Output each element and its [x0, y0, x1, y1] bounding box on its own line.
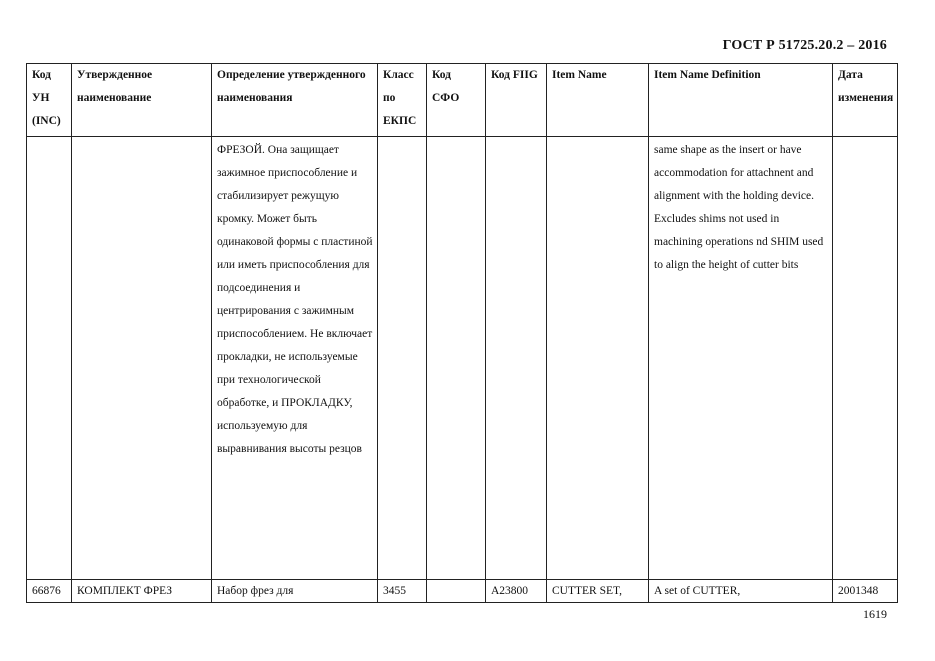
table-header-row	[27, 64, 898, 137]
cell-approved-name	[72, 137, 212, 580]
table-row-continuation	[27, 137, 898, 580]
cell-change-date: 2001348	[833, 580, 898, 603]
cell-item-name-definition: same shape as the insert or have accommodation for attachnent and alignment with the holding device. Excludes shims not used in machining operations nd SHIM used to align the height of cutter bits	[649, 137, 833, 580]
cell-item-name: CUTTER SET,	[547, 580, 649, 603]
header-item-name: Item Name	[547, 64, 649, 137]
cell-inc	[27, 137, 72, 580]
cell-approved-name: КОМПЛЕКТ ФРЕЗ	[72, 580, 212, 603]
cell-change-date	[833, 137, 898, 580]
nomenclature-table	[26, 63, 898, 603]
header-definition: Определение утвержденного наименования	[212, 64, 378, 137]
cell-fiig-code	[486, 137, 547, 580]
header-fiig-code: Код FIIG	[486, 64, 547, 137]
header-item-name-definition: Item Name Definition	[649, 64, 833, 137]
cell-ekps-class	[378, 137, 427, 580]
cell-sfo-code	[427, 580, 486, 603]
cell-definition: ФРЕЗОЙ. Она защищает зажимное приспособление и стабилизирует режущую кромку. Может быть одинаковой формы с пластиной или иметь приспособления для подсоединения и центрирования с зажимным приспособлением. Не включает прокладки, не используемые при технологической обработке, и ПРОКЛАДКУ, используемую для выравнивания высоты резцов	[212, 137, 378, 580]
cell-ekps-class: 3455	[378, 580, 427, 603]
cell-fiig-code: A23800	[486, 580, 547, 603]
cell-item-name-definition: A set of CUTTER,	[649, 580, 833, 603]
cell-item-name	[547, 137, 649, 580]
header-sfo-code: Код СФО	[427, 64, 486, 137]
table-row	[27, 580, 898, 603]
header-change-date: Дата изменения	[833, 64, 898, 137]
cell-inc: 66876	[27, 580, 72, 603]
header-approved-name: Утвержденное наименование	[72, 64, 212, 137]
document-standard-title: ГОСТ Р 51725.20.2 – 2016	[722, 38, 887, 53]
cell-sfo-code	[427, 137, 486, 580]
header-ekps-class: Класс по ЕКПС	[378, 64, 427, 137]
header-inc: Код УН (INC)	[27, 64, 72, 137]
page-number: 1619	[863, 607, 887, 621]
cell-definition: Набор фрез для	[212, 580, 378, 603]
